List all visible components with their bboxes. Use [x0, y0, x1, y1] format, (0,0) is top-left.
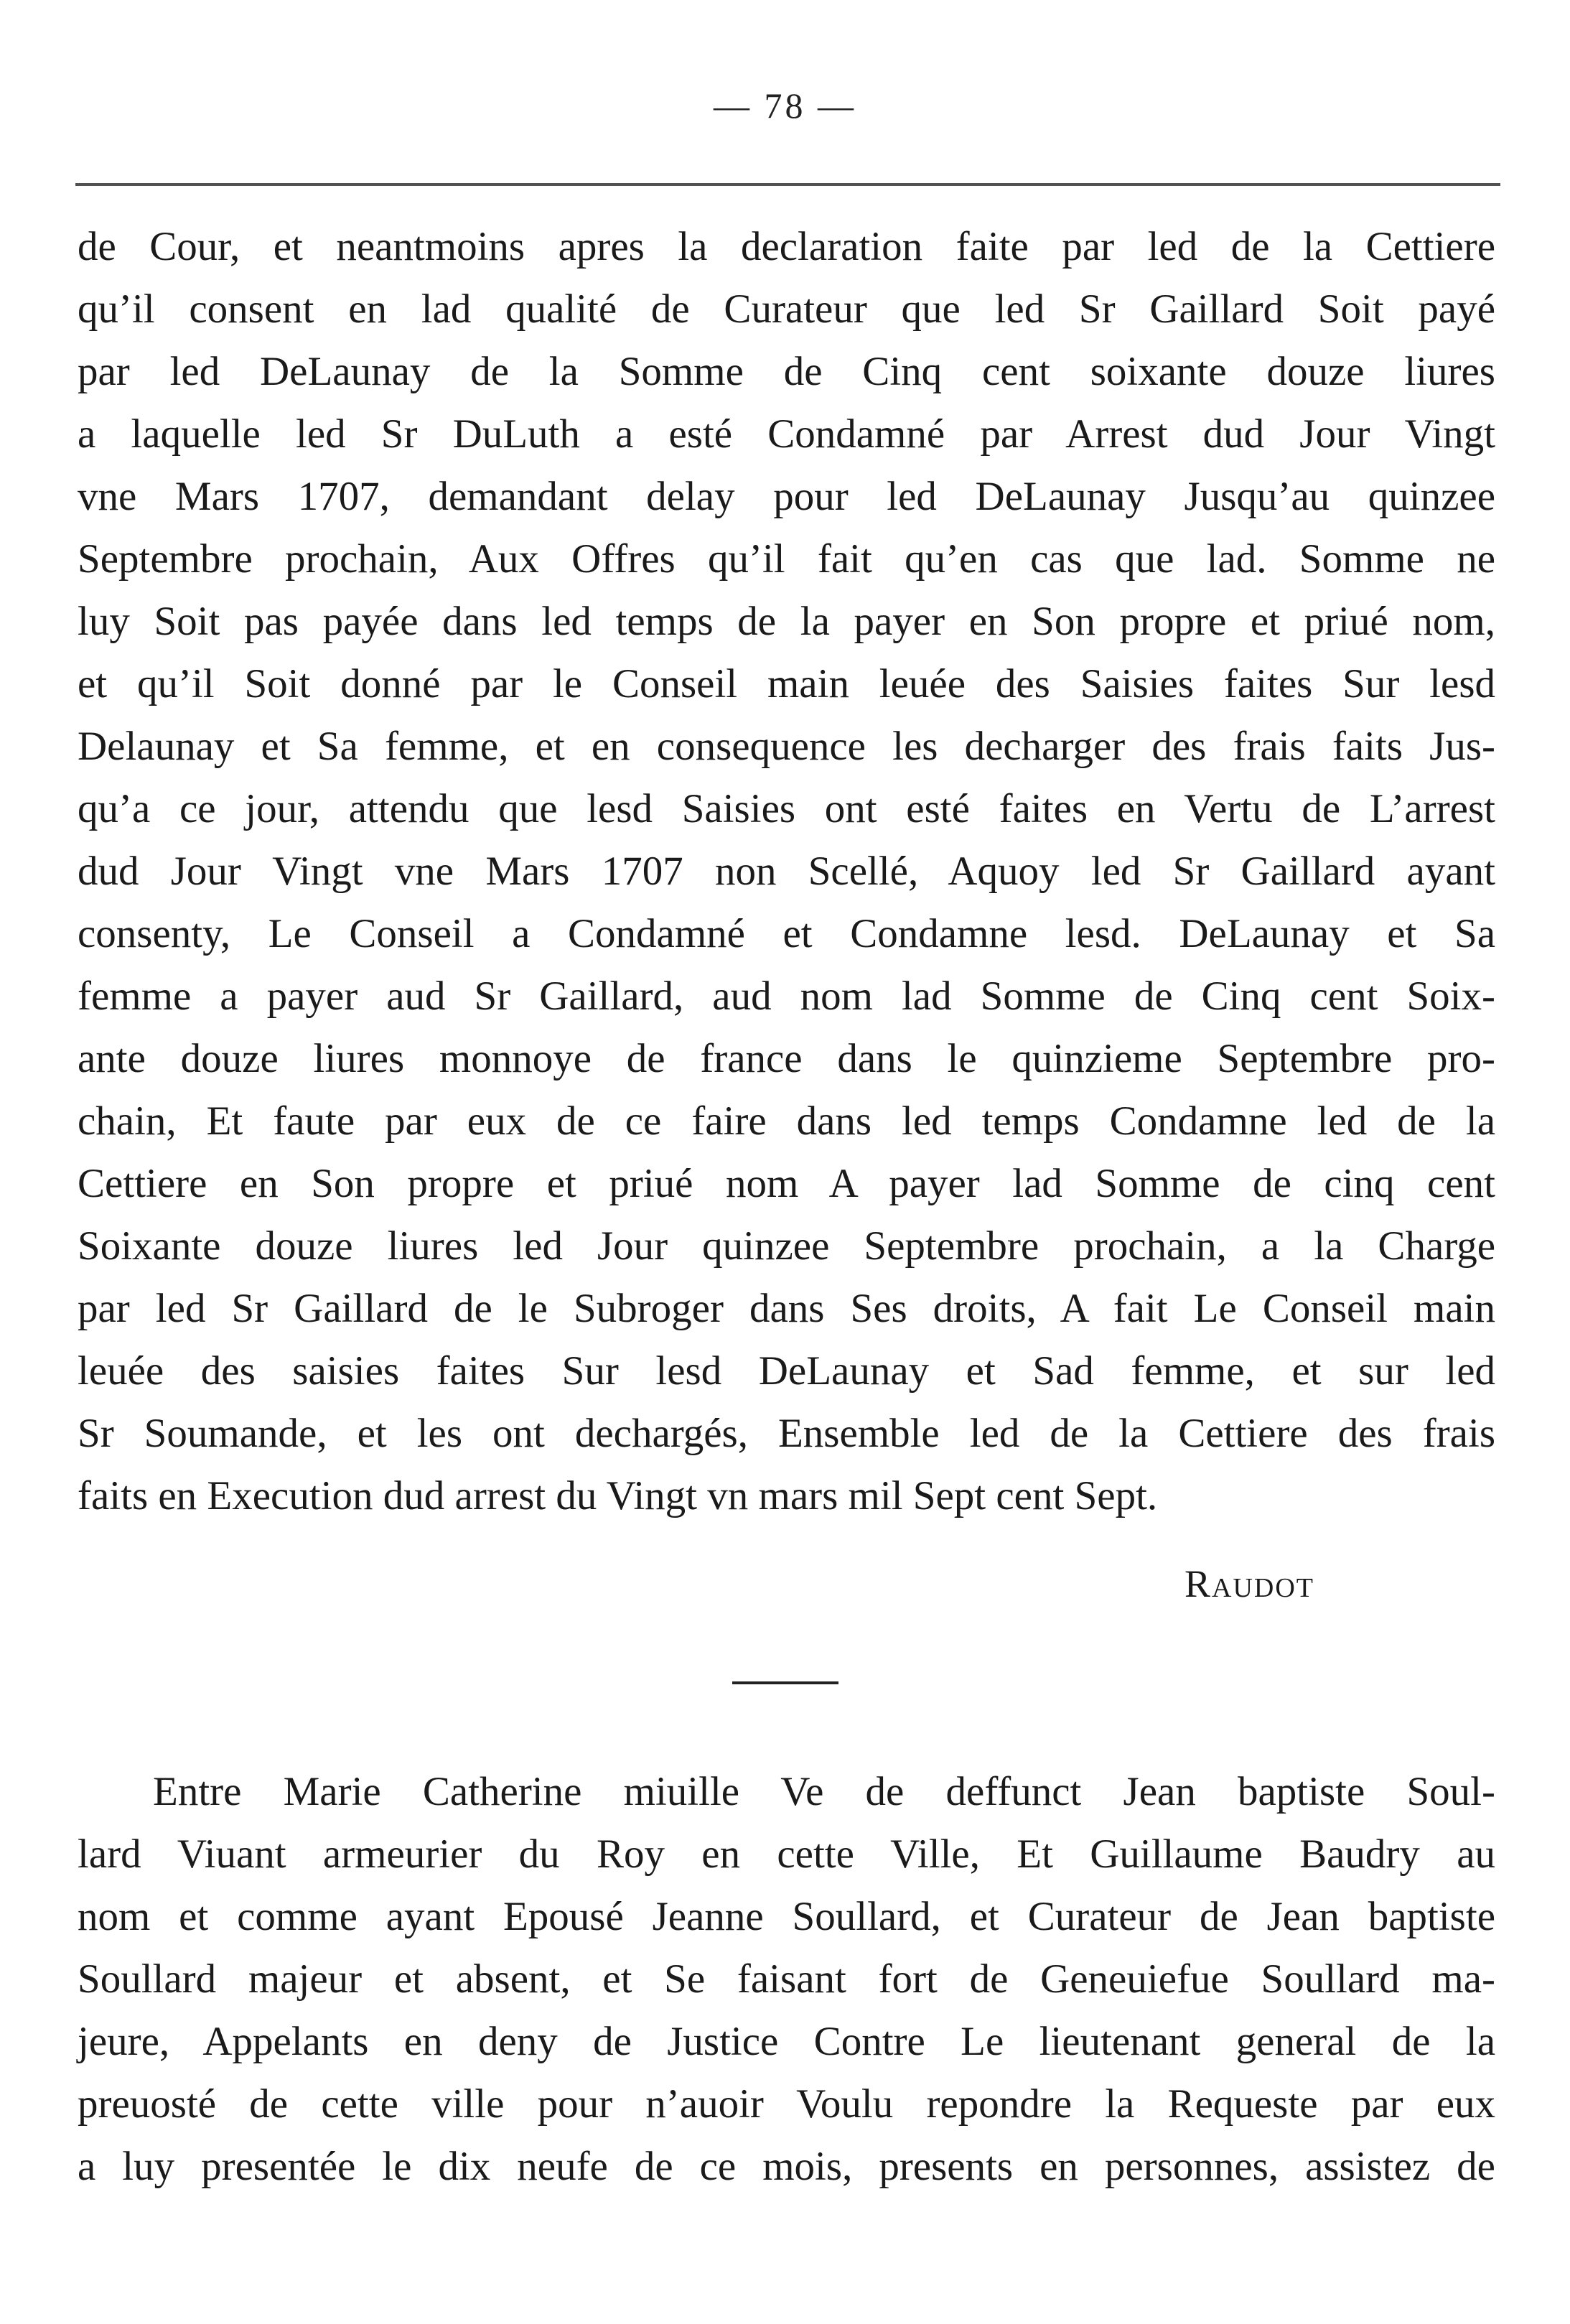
page-number: — 78 — [714, 85, 856, 126]
text-line: jeure, Appelants en deny de Justice Contre Le lieutenant general de la [78, 2019, 1495, 2064]
text-line: qu’il consent en lad qualité de Curateur que led Sr Gaillard Soit payé [78, 286, 1495, 332]
paragraph-appeal [78, 1760, 1495, 2198]
text-line: a luy presentée le dix neufe de ce mois, presents en personnes, assistez de [78, 2144, 1495, 2189]
text-line: et qu’il Soit donné par le Conseil main leuée des Saisies faites Sur lesd [78, 661, 1495, 706]
signature-raudot: Raudot [1184, 1562, 1314, 1605]
text-line: ante douze liures monnoye de france dans le quinzieme Septembre pro- [78, 1036, 1495, 1081]
text-line: Septembre prochain, Aux Offres qu’il fait qu’en cas que lad. Somme ne [78, 536, 1495, 582]
text-line: preuosté de cette ville pour n’auoir Voulu repondre la Requeste par eux [78, 2081, 1495, 2127]
text-line: femme a payer aud Sr Gaillard, aud nom lad Somme de Cinq cent Soix- [78, 974, 1495, 1019]
text-line: faits en Execution dud arrest du Vingt vn mars mil Sept cent Sept. [78, 1473, 1158, 1518]
text-line: Entre Marie Catherine miuille Ve de deffunct Jean baptiste Soul- [153, 1769, 1495, 1814]
text-line: vne Mars 1707, demandant delay pour led DeLaunay Jusqu’au quinzee [78, 474, 1495, 519]
paragraph-council-decision [78, 215, 1495, 1527]
text-line: chain, Et faute par eux de ce faire dans led temps Condamne led de la [78, 1098, 1495, 1144]
header-rule [75, 183, 1500, 186]
text-line: Delaunay et Sa femme, et en consequence les decharger des frais faits Jus- [78, 724, 1495, 769]
text-line: par led DeLaunay de la Somme de Cinq cent soixante douze liures [78, 349, 1495, 394]
text-line: dud Jour Vingt vne Mars 1707 non Scellé, Aquoy led Sr Gaillard ayant [78, 849, 1495, 894]
text-line: Sr Soumande, et les ont dechargés, Ensemble led de la Cettiere des frais [78, 1411, 1495, 1456]
text-line: lard Viuant armeurier du Roy en cette Ville, Et Guillaume Baudry au [78, 1831, 1495, 1877]
text-line: Soullard majeur et absent, et Se faisant fort de Geneuiefue Soullard ma- [78, 1956, 1495, 2002]
text-line: leuée des saisies faites Sur lesd DeLaunay et Sad femme, et sur led [78, 1348, 1495, 1394]
text-line: Cettiere en Son propre et priué nom A payer lad Somme de cinq cent [78, 1161, 1495, 1206]
text-line: luy Soit pas payée dans led temps de la payer en Son propre et priué nom, [78, 599, 1495, 644]
text-line: qu’a ce jour, attendu que lesd Saisies ont esté faites en Vertu de L’arrest [78, 786, 1495, 831]
text-line: Soixante douze liures led Jour quinzee Septembre prochain, a la Charge [78, 1223, 1495, 1269]
text-line: de Cour, et neantmoins apres la declaration faite par led de la Cettiere [78, 224, 1495, 269]
text-line: a laquelle led Sr DuLuth a esté Condamné par Arrest dud Jour Vingt [78, 411, 1495, 457]
text-line: consenty, Le Conseil a Condamné et Condamne lesd. DeLaunay et Sa [78, 911, 1495, 956]
text-line: nom et comme ayant Epousé Jeanne Soullard, et Curateur de Jean baptiste [78, 1894, 1495, 1939]
section-divider [732, 1681, 838, 1684]
text-line: par led Sr Gaillard de le Subroger dans Ses droits, A fait Le Conseil main [78, 1286, 1495, 1331]
